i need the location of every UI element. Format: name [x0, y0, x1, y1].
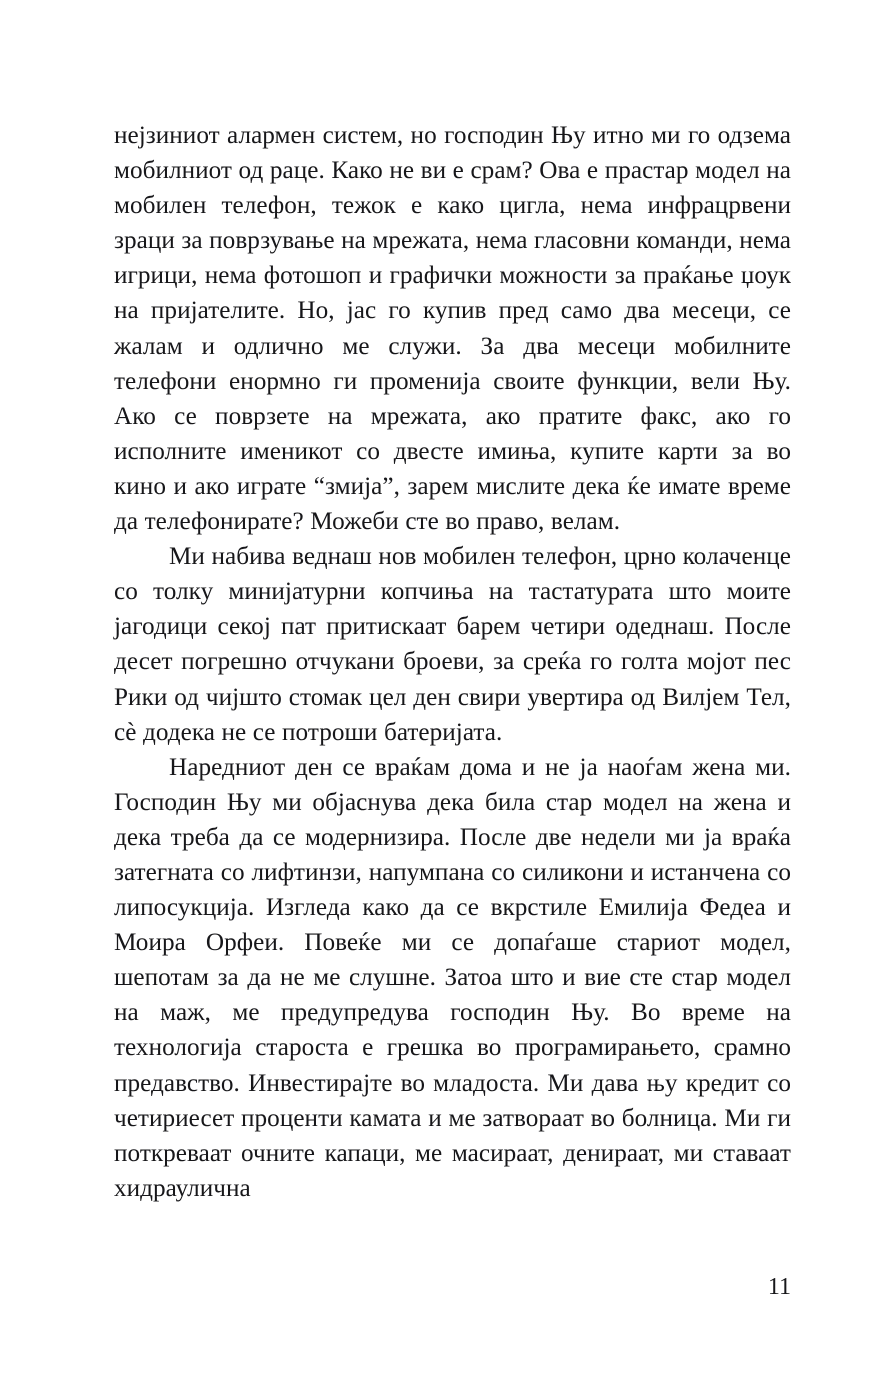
- paragraph-1: нејзиниот алармен систем, но господин Њу итно ми го одзема мобилниот од раце. Како не ви е срам? Ова е прастар модел на мобилен телефон, тежок е како цигла, нема инфрацрвени зраци за поврзување на мрежата, нема гласовни команди, нема игрици, нема фотошоп и графички можности за праќање џоук на пријателите. Но, јас го купив пред само два месеци, се жалам и одлично ме служи. За два месеци мобилните телефони енормно ги променија своите функции, вели Њу. Ако се поврзете на мрежата, ако пратите факс, ако го исполните именикот со двесте имиња, купите карти за во кино и ако играте “змија”, зарем мислите дека ќе имате време да телефонирате? Можеби сте во право, велам.: [114, 122, 791, 536]
- page-text-block: [114, 118, 791, 1206]
- page-number: 11: [767, 1274, 791, 1300]
- paragraph-3: Наредниот ден се враќам дома и не ја наоѓам жена ми. Господин Њу ми објаснува дека била стар модел на жена и дека треба да се модернизира. После две недели ми ја враќа затегната со лифтинзи, напумпана со силикони и истанчена со липосукција. Изгледа како да се вкрстиле Емилија Федеа и Моира Орфеи. Повеќе ми се допаѓаше стариот модел, шепотам за да не ме слушне. Затоа што и вие сте стар модел на маж, ме предупредува господин Њу. Во време на технологија староста е грешка во програмирањето, срамно предавство. Инвестирајте во младоста. Ми дава њу кредит со четириесет проценти камата и ме затвораат во болница. Ми ги поткреваат очните капаци, ме масираат, денираат, ми ставаат хидраулична: [114, 753, 791, 1202]
- paragraph-2: Ми набива веднаш нов мобилен телефон, црно колаченце со толку минијатурни копчиња на тастатурата што моите јагодици секој пат притискаат барем четири одеднаш. После десет погрешно отчукани броеви, за среќа го голта мојот пес Рики од чијшто стомак цел ден свири увертира од Вилјем Тел, сѐ додека не се потроши батеријата.: [114, 543, 791, 746]
